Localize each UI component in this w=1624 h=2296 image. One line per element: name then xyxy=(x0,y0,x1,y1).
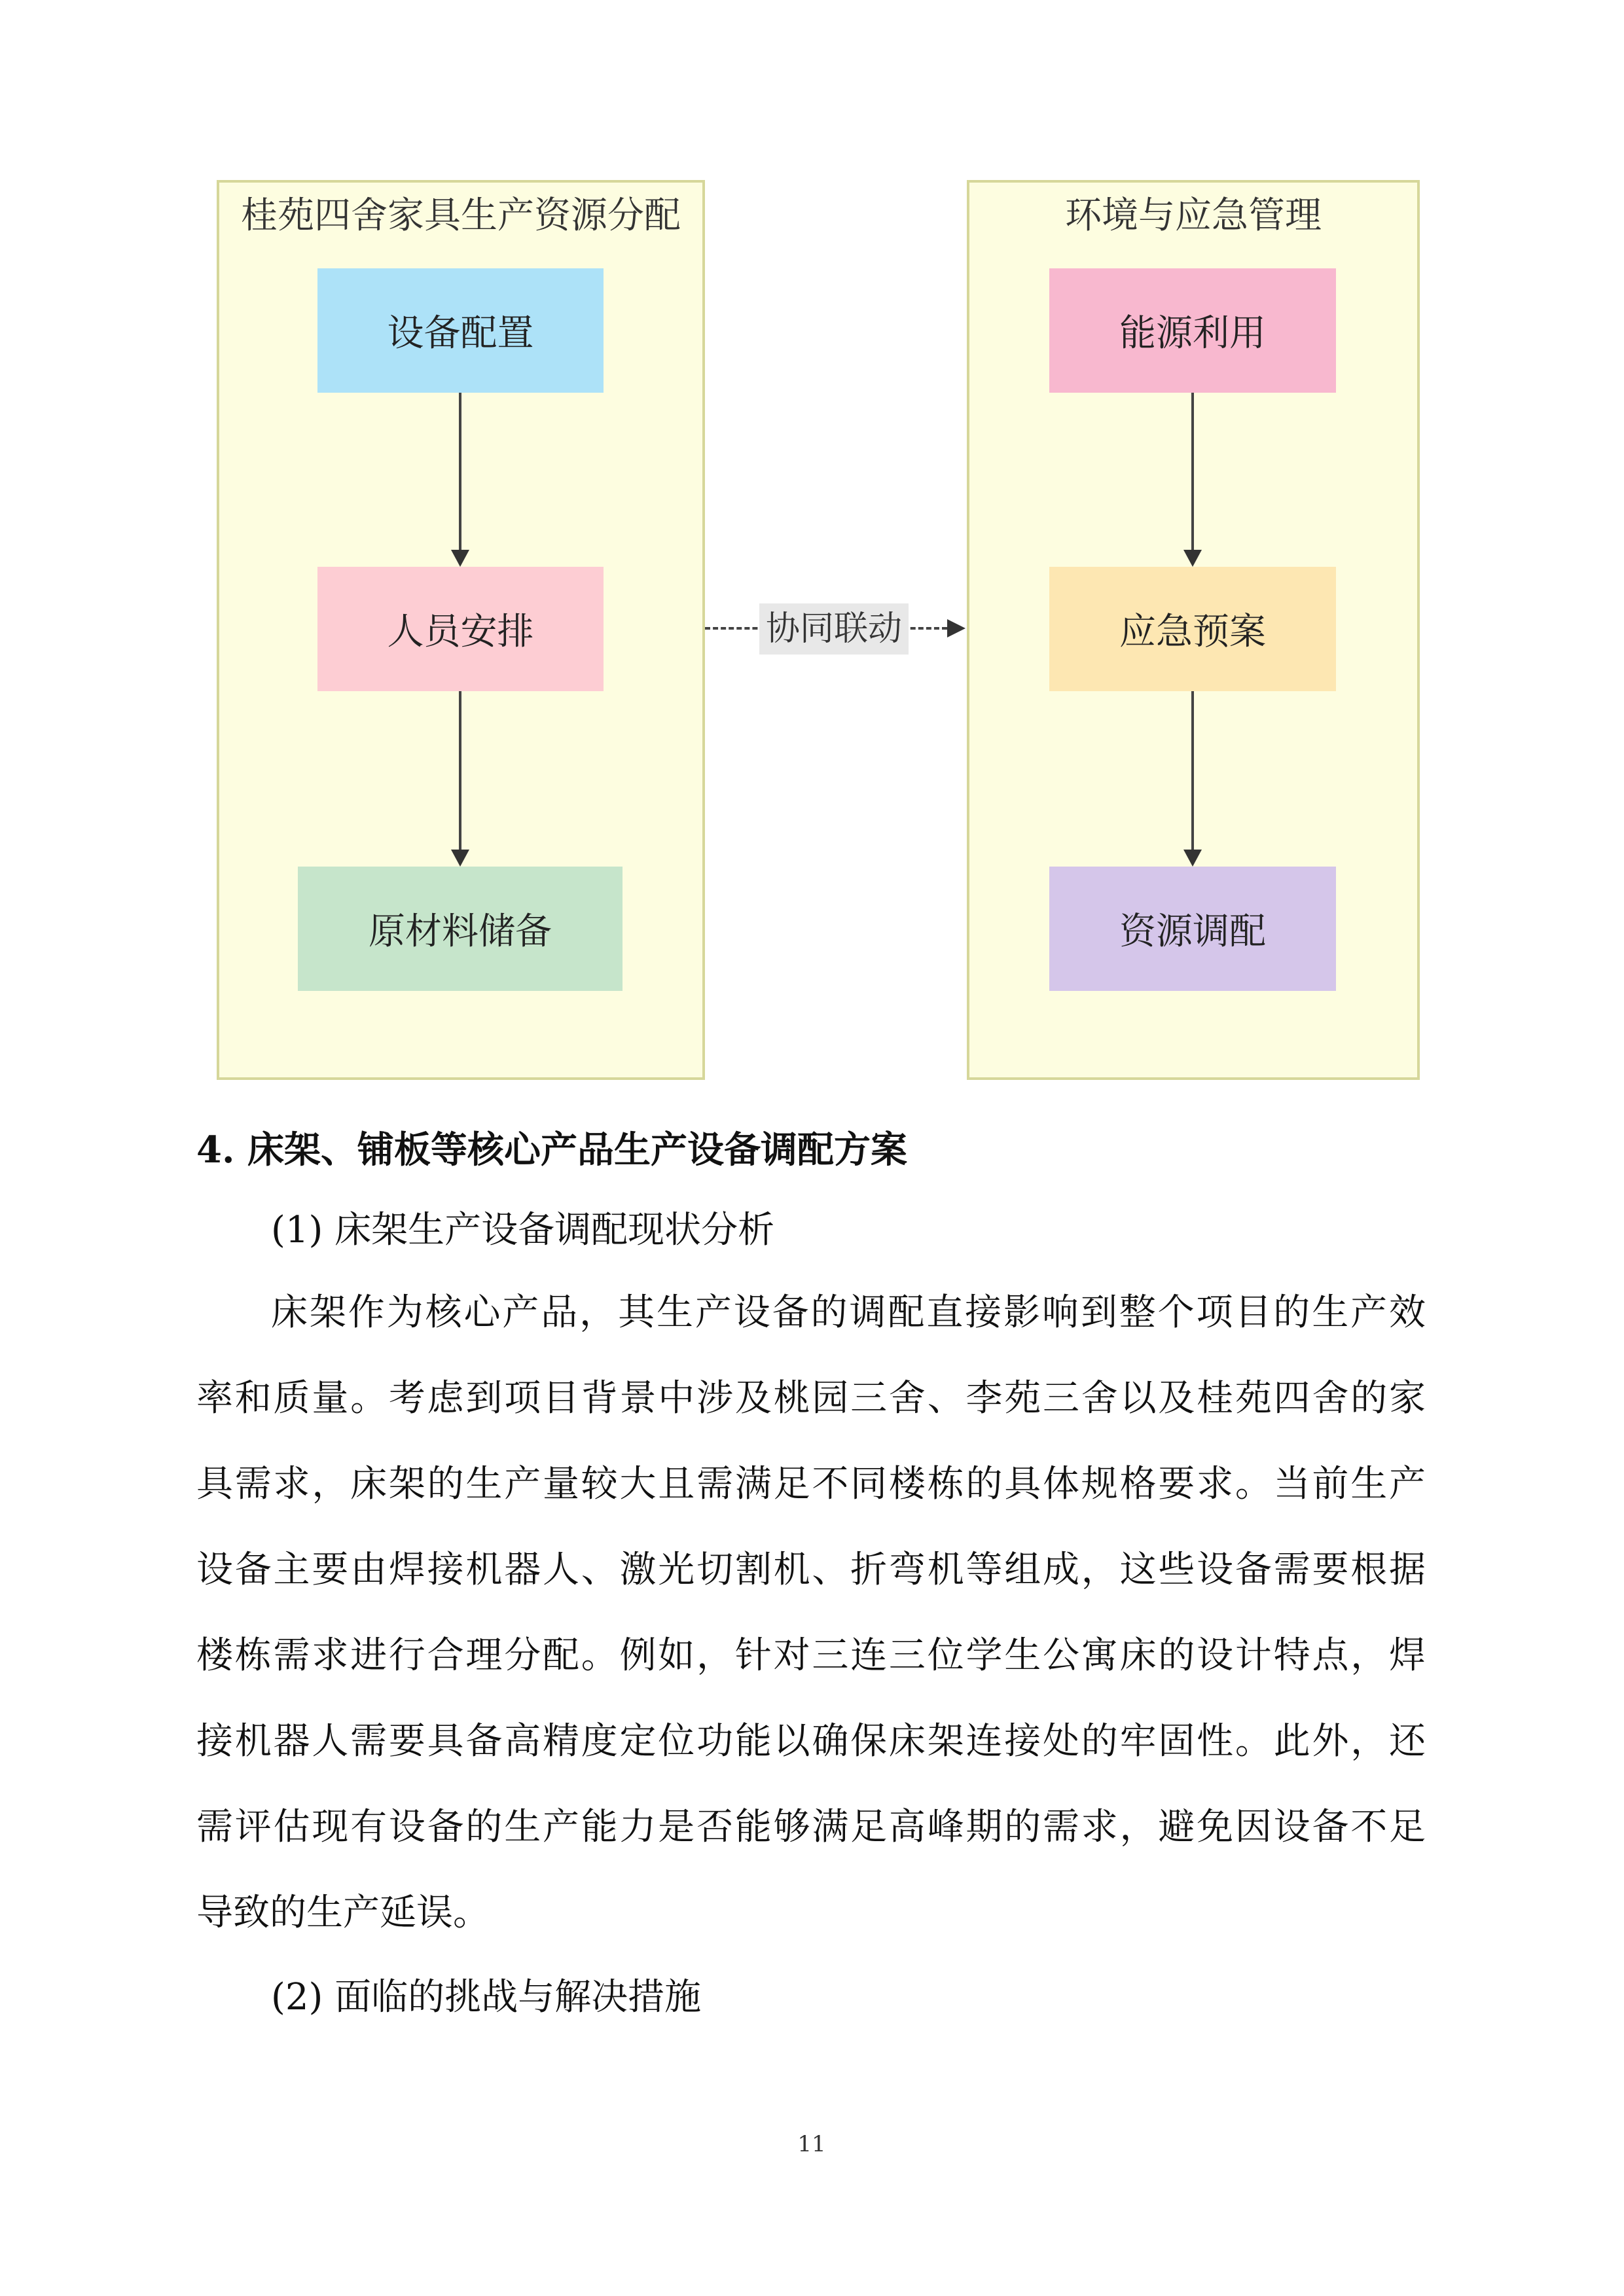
paragraph-line: 接机器人需要具备高精度定位功能以确保床架连接处的牢固性。此外，还 xyxy=(196,1720,1426,1763)
paragraph-line: 率和质量。考虑到项目背景中涉及桃园三舍、李苑三舍以及桂苑四舍的家 xyxy=(196,1377,1426,1420)
link-label: 协同联动 xyxy=(759,603,909,655)
arrow-head-icon xyxy=(1183,550,1202,567)
node-staff-arrangement: 人员安排 xyxy=(317,567,604,691)
arrow-head-icon xyxy=(1183,850,1202,867)
node-equipment-config: 设备配置 xyxy=(317,268,604,393)
paragraph-line: 床架作为核心产品，其生产设备的调配直接影响到整个项目的生产效 xyxy=(271,1291,1426,1334)
arrow-head-icon xyxy=(451,550,469,567)
paragraph-line: 楼栋需求进行合理分配。例如，针对三连三位学生公寓床的设计特点，焊 xyxy=(196,1634,1426,1677)
arrow-line xyxy=(459,393,461,550)
link-arrow-head-icon xyxy=(947,619,965,637)
section-heading: 4. 床架、铺板等核心产品生产设备调配方案 xyxy=(196,1128,907,1172)
arrow-line xyxy=(1191,393,1194,550)
node-resource-allocation: 资源调配 xyxy=(1049,867,1336,991)
subheading-1: (1) 床架生产设备调配现状分析 xyxy=(271,1209,775,1251)
right-group-title: 环境与应急管理 xyxy=(1065,194,1322,237)
paragraph-line: 需评估现有设备的生产能力是否能够满足高峰期的需求，避免因设备不足 xyxy=(196,1806,1426,1848)
paragraph-line: 设备主要由焊接机器人、激光切割机、折弯机等组成，这些设备需要根据 xyxy=(196,1549,1426,1591)
node-raw-material-reserve: 原材料储备 xyxy=(298,867,623,991)
left-group-title: 桂苑四舍家具生产资源分配 xyxy=(241,194,681,237)
page-number: 11 xyxy=(797,2131,826,2157)
node-energy-use: 能源利用 xyxy=(1049,268,1336,393)
arrow-head-icon xyxy=(451,850,469,867)
arrow-line xyxy=(459,691,461,850)
subheading-2: (2) 面临的挑战与解决措施 xyxy=(271,1976,702,2018)
paragraph-line: 导致的生产延误。 xyxy=(196,1892,490,1934)
arrow-line xyxy=(1191,691,1194,850)
node-emergency-plan: 应急预案 xyxy=(1049,567,1336,691)
paragraph-line: 具需求，床架的生产量较大且需满足不同楼栋的具体规格要求。当前生产 xyxy=(196,1463,1426,1505)
